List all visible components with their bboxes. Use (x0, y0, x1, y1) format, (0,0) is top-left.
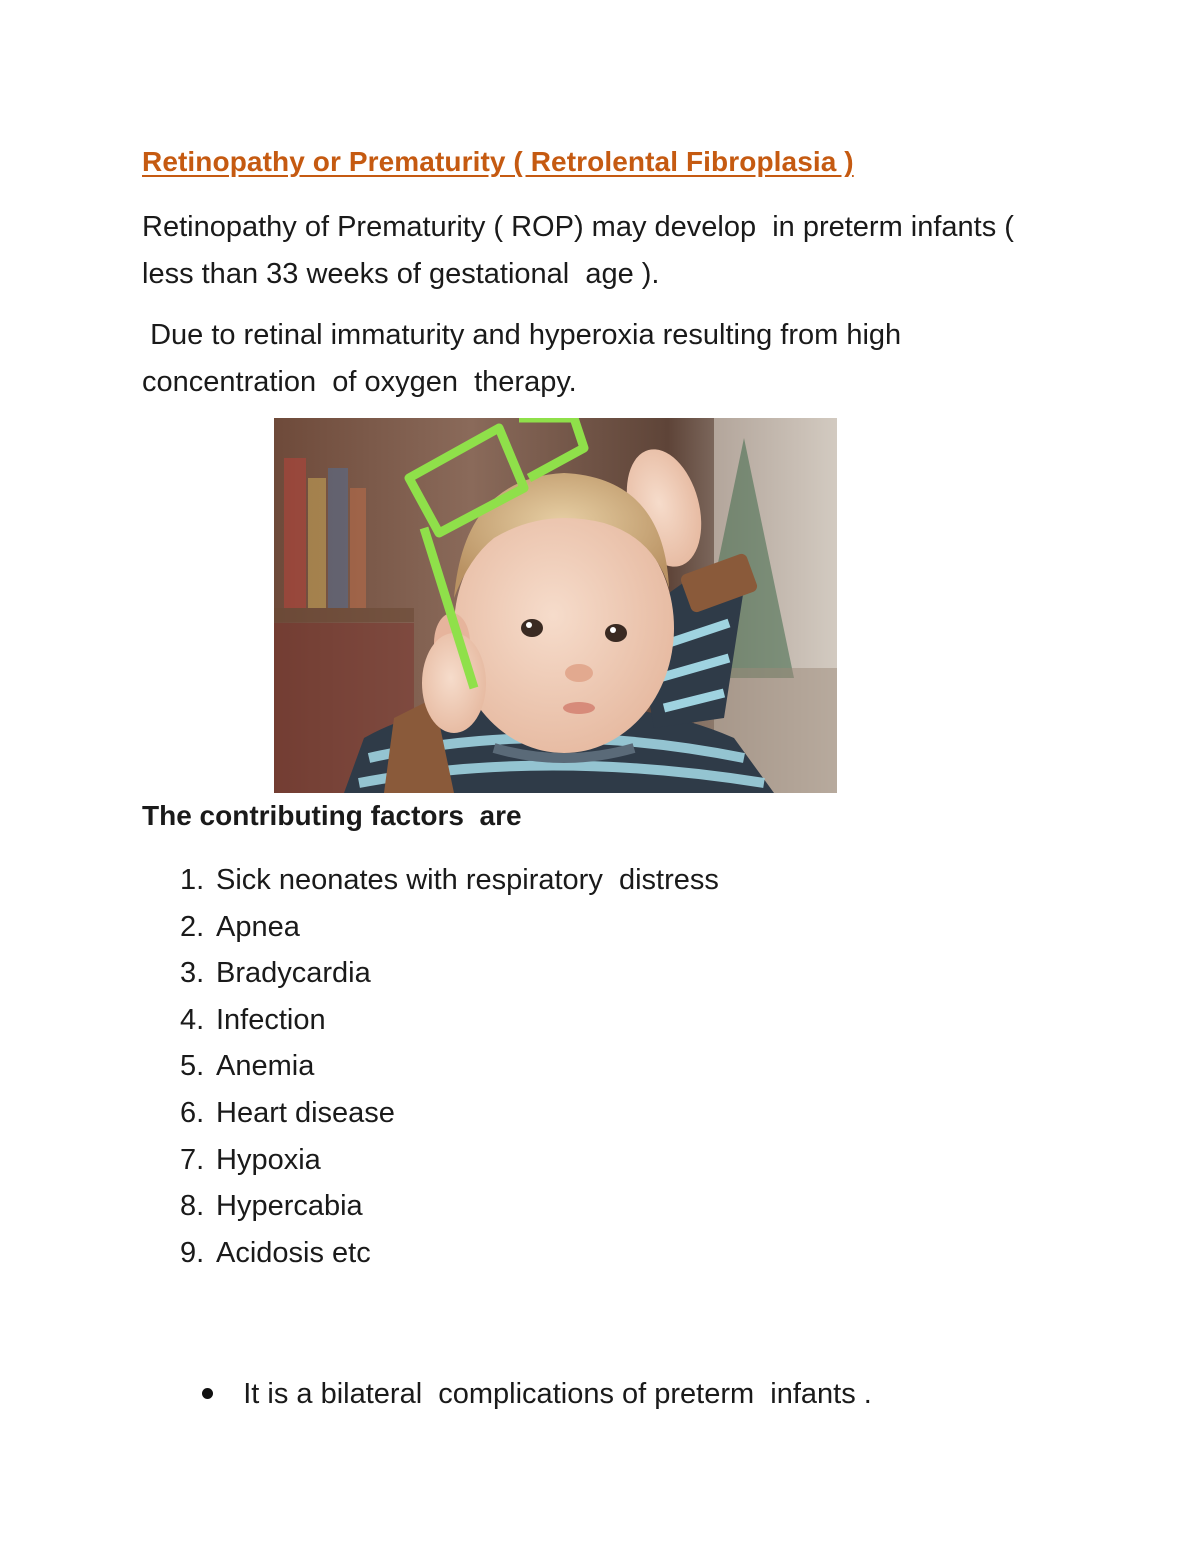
list-item: 7. Hypoxia (180, 1143, 321, 1176)
list-item: 9. Acidosis etc (180, 1236, 371, 1269)
cause-paragraph: Due to retinal immaturity and hyperoxia resulting from high concentration of oxygen therapy. (142, 319, 910, 398)
bullet-icon (202, 1388, 213, 1399)
page-title: Retinopathy or Prematurity ( Retrolental Fibroplasia ) (142, 146, 854, 177)
list-item: 2. Apnea (180, 910, 300, 943)
toddler-with-glasses-photo (274, 418, 837, 793)
factors-heading: The contributing factors are (142, 800, 522, 831)
list-item: 5. Anemia (180, 1050, 315, 1083)
list-item: 8. Hypercabia (180, 1190, 363, 1223)
list-item: 3. Bradycardia (180, 957, 371, 990)
factors-list (180, 857, 719, 1276)
bullet-point (170, 1325, 872, 1463)
intro-paragraph: Retinopathy of Prematurity ( ROP) may develop in preterm infants ( less than 33 weeks of gestational age ). (142, 211, 1023, 290)
list-item: 1. Sick neonates with respiratory distress (180, 864, 719, 896)
bullet-text: It is a bilateral complications of preterm infants . (243, 1378, 872, 1410)
list-item: 4. Infection (180, 1003, 326, 1036)
list-item: 6. Heart disease (180, 1096, 395, 1129)
